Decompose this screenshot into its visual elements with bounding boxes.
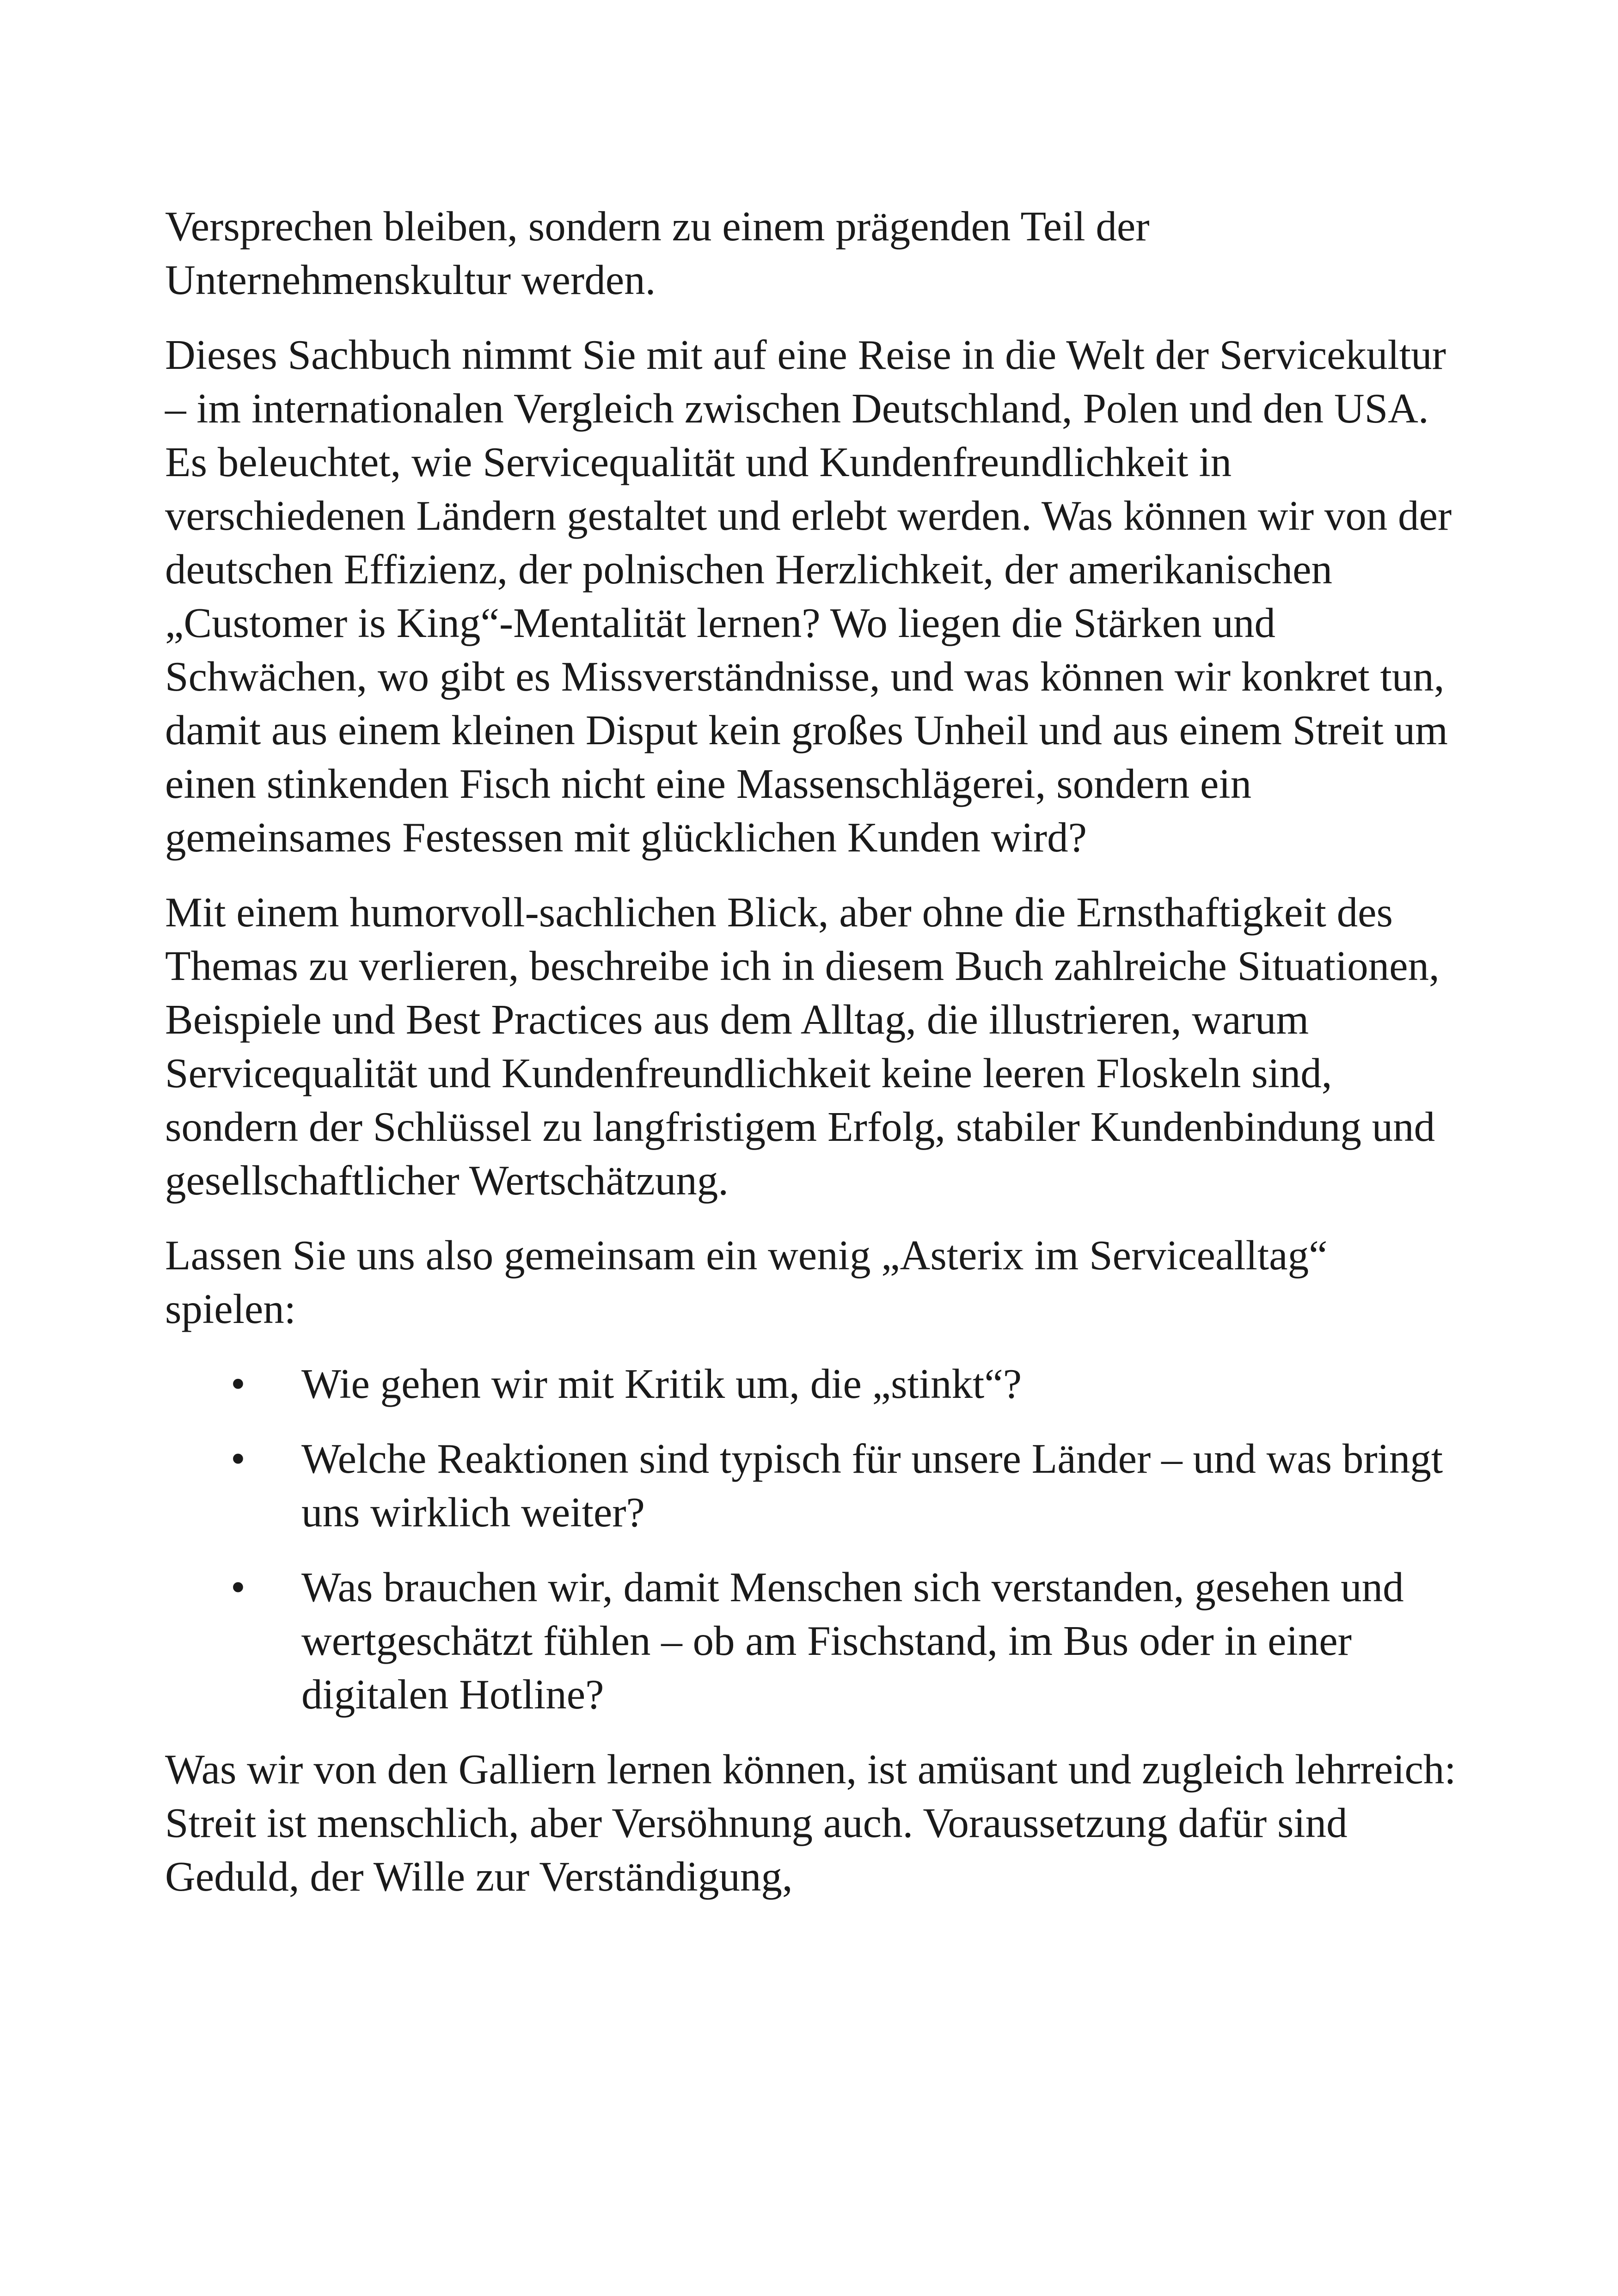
paragraph: Mit einem humorvoll-sachlichen Blick, aber ohne die Ernsthaftigkeit des Themas zu verlieren, beschreibe ich in diesem Buch zahlreiche Situationen, Beispiele und Best Practices aus dem Alltag, die illustrieren, warum Servicequalität und Kundenfreundlichkeit keine leeren Floskeln sind, sondern der Schlüssel zu langfristigem Erfolg, stabiler Kundenbindung und gesellschaftlicher Wertschätzung. (165, 889, 1440, 1204)
page-body (165, 200, 1459, 1925)
bullet-icon: • (231, 1435, 245, 1482)
paragraph: Dieses Sachbuch nimmt Sie mit auf eine Reise in die Welt der Servicekultur – im internationalen Vergleich zwischen Deutschland, Polen und den USA. Es beleuchtet, wie Servicequalität und Kundenfreundlichkeit in verschiedenen Ländern gestaltet und erlebt werden. Was können wir von der deutschen Effizienz, der polnischen Herzlichkeit, der amerikanischen „Customer is King“-Mentalität lernen? Wo liegen die Stärken und Schwächen, wo gibt es Missverständnisse, und was können wir konkret tun, damit aus einem kleinen Disput kein großes Unheil und aus einem Streit um einen stinkenden Fisch nicht eine Massenschlägerei, sondern ein gemeinsames Festessen mit glücklichen Kunden wird? (165, 331, 1452, 861)
list-item (165, 1561, 1459, 1721)
paragraph: Was wir von den Galliern lernen können, ist amüsant und zugleich lehrreich: Streit ist menschlich, aber Versöhnung auch. Voraussetzung dafür sind Geduld, der Wille zur Verständigung, (165, 1746, 1456, 1900)
list-item (165, 1357, 1459, 1411)
bullet-list (165, 1357, 1459, 1721)
list-item (165, 1432, 1459, 1539)
list-item-text: Wie gehen wir mit Kritik um, die „stinkt“? (301, 1360, 1022, 1407)
bullet-icon: • (231, 1564, 245, 1610)
list-item-text: Was brauchen wir, damit Menschen sich verstanden, gesehen und wertgeschätzt fühlen – ob am Fischstand, im Bus oder in einer digitalen Hotline? (301, 1564, 1404, 1718)
bullet-icon: • (231, 1360, 245, 1407)
paragraph: Lassen Sie uns also gemeinsam ein wenig „Asterix im Servicealltag“ spielen: (165, 1232, 1328, 1332)
paragraph: Versprechen bleiben, sondern zu einem prägenden Teil der Unternehmenskultur werden. (165, 203, 1150, 303)
list-item-text: Welche Reaktionen sind typisch für unsere Länder – und was bringt uns wirklich weiter? (301, 1435, 1443, 1536)
